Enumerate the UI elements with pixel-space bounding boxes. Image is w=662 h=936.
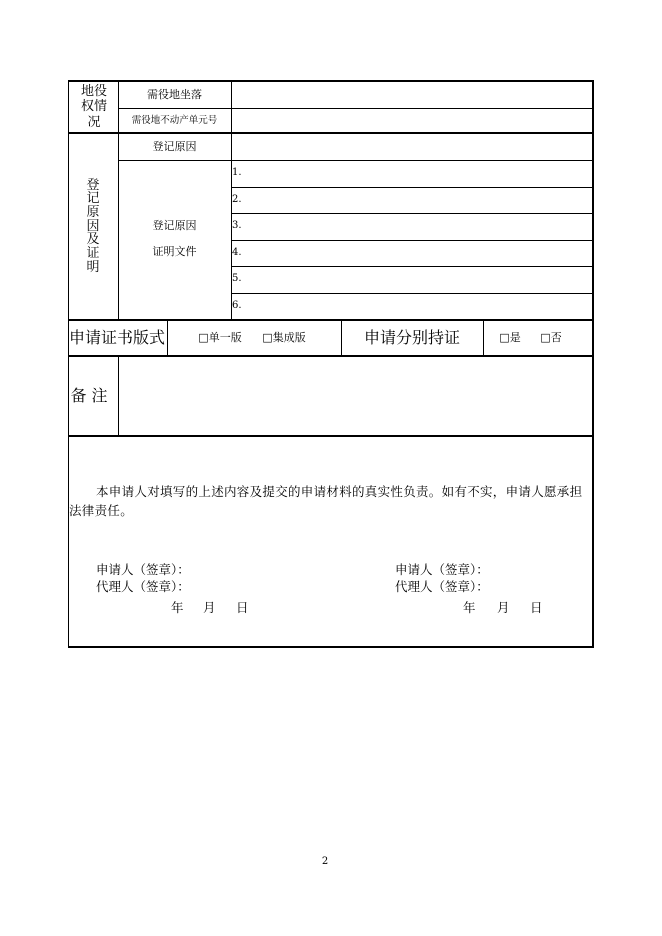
page-number: 2 xyxy=(321,856,329,867)
reason-docs-label-1: 登记原因 xyxy=(152,219,197,233)
dominant-land-location-field[interactable] xyxy=(232,81,592,108)
remarks-field[interactable] xyxy=(119,356,592,436)
date-year-right: 年 xyxy=(463,600,476,615)
remarks-label: 备 注 xyxy=(70,386,108,406)
doc-item-1[interactable]: 1. xyxy=(232,167,242,178)
registration-reason-field[interactable] xyxy=(232,133,592,160)
reason-section-label: 登记原因及证明 xyxy=(86,177,100,275)
doc-item-3[interactable]: 3. xyxy=(232,220,242,231)
separate-cert-label: 申请分别持证 xyxy=(363,328,460,348)
cert-format-label: 申请证书版式 xyxy=(69,328,166,348)
doc-item-6[interactable]: 6. xyxy=(232,300,242,311)
date-month-left: 月 xyxy=(203,600,216,615)
date-day-left: 日 xyxy=(236,600,249,615)
doc-item-2[interactable]: 2. xyxy=(232,194,242,205)
easement-section-label: 地役权情况 xyxy=(80,83,107,130)
agent-signature-left: 代理人（签章）： xyxy=(96,579,190,594)
integrated-version-checkbox[interactable]: □集成版 xyxy=(262,331,306,345)
dominant-land-unit-no-field[interactable] xyxy=(232,108,592,133)
date-month-right: 月 xyxy=(497,600,510,615)
doc-item-4[interactable]: 4. xyxy=(232,247,242,258)
separate-yes-checkbox[interactable]: □是 xyxy=(499,331,521,345)
date-day-right: 日 xyxy=(530,600,543,615)
agent-signature-right: 代理人（签章）： xyxy=(395,579,489,594)
single-version-checkbox[interactable]: □单一版 xyxy=(198,331,242,345)
dominant-land-location-label: 需役地坐落 xyxy=(147,87,202,101)
dominant-land-unit-no-label: 需役地不动产单元号 xyxy=(131,114,218,126)
registration-reason-label: 登记原因 xyxy=(152,139,197,153)
reason-docs-label-2: 证明文件 xyxy=(152,245,197,259)
applicant-signature-right: 申请人（签章）： xyxy=(395,562,489,577)
date-year-left: 年 xyxy=(171,600,184,615)
declaration-text: 本申请人对填写的上述内容及提交的申请材料的真实性负责。如有不实，申请人愿承担法律责任。 xyxy=(69,484,583,518)
separate-no-checkbox[interactable]: □否 xyxy=(540,331,562,345)
applicant-signature-left: 申请人（签章）： xyxy=(96,562,190,577)
doc-item-5[interactable]: 5. xyxy=(232,273,242,284)
